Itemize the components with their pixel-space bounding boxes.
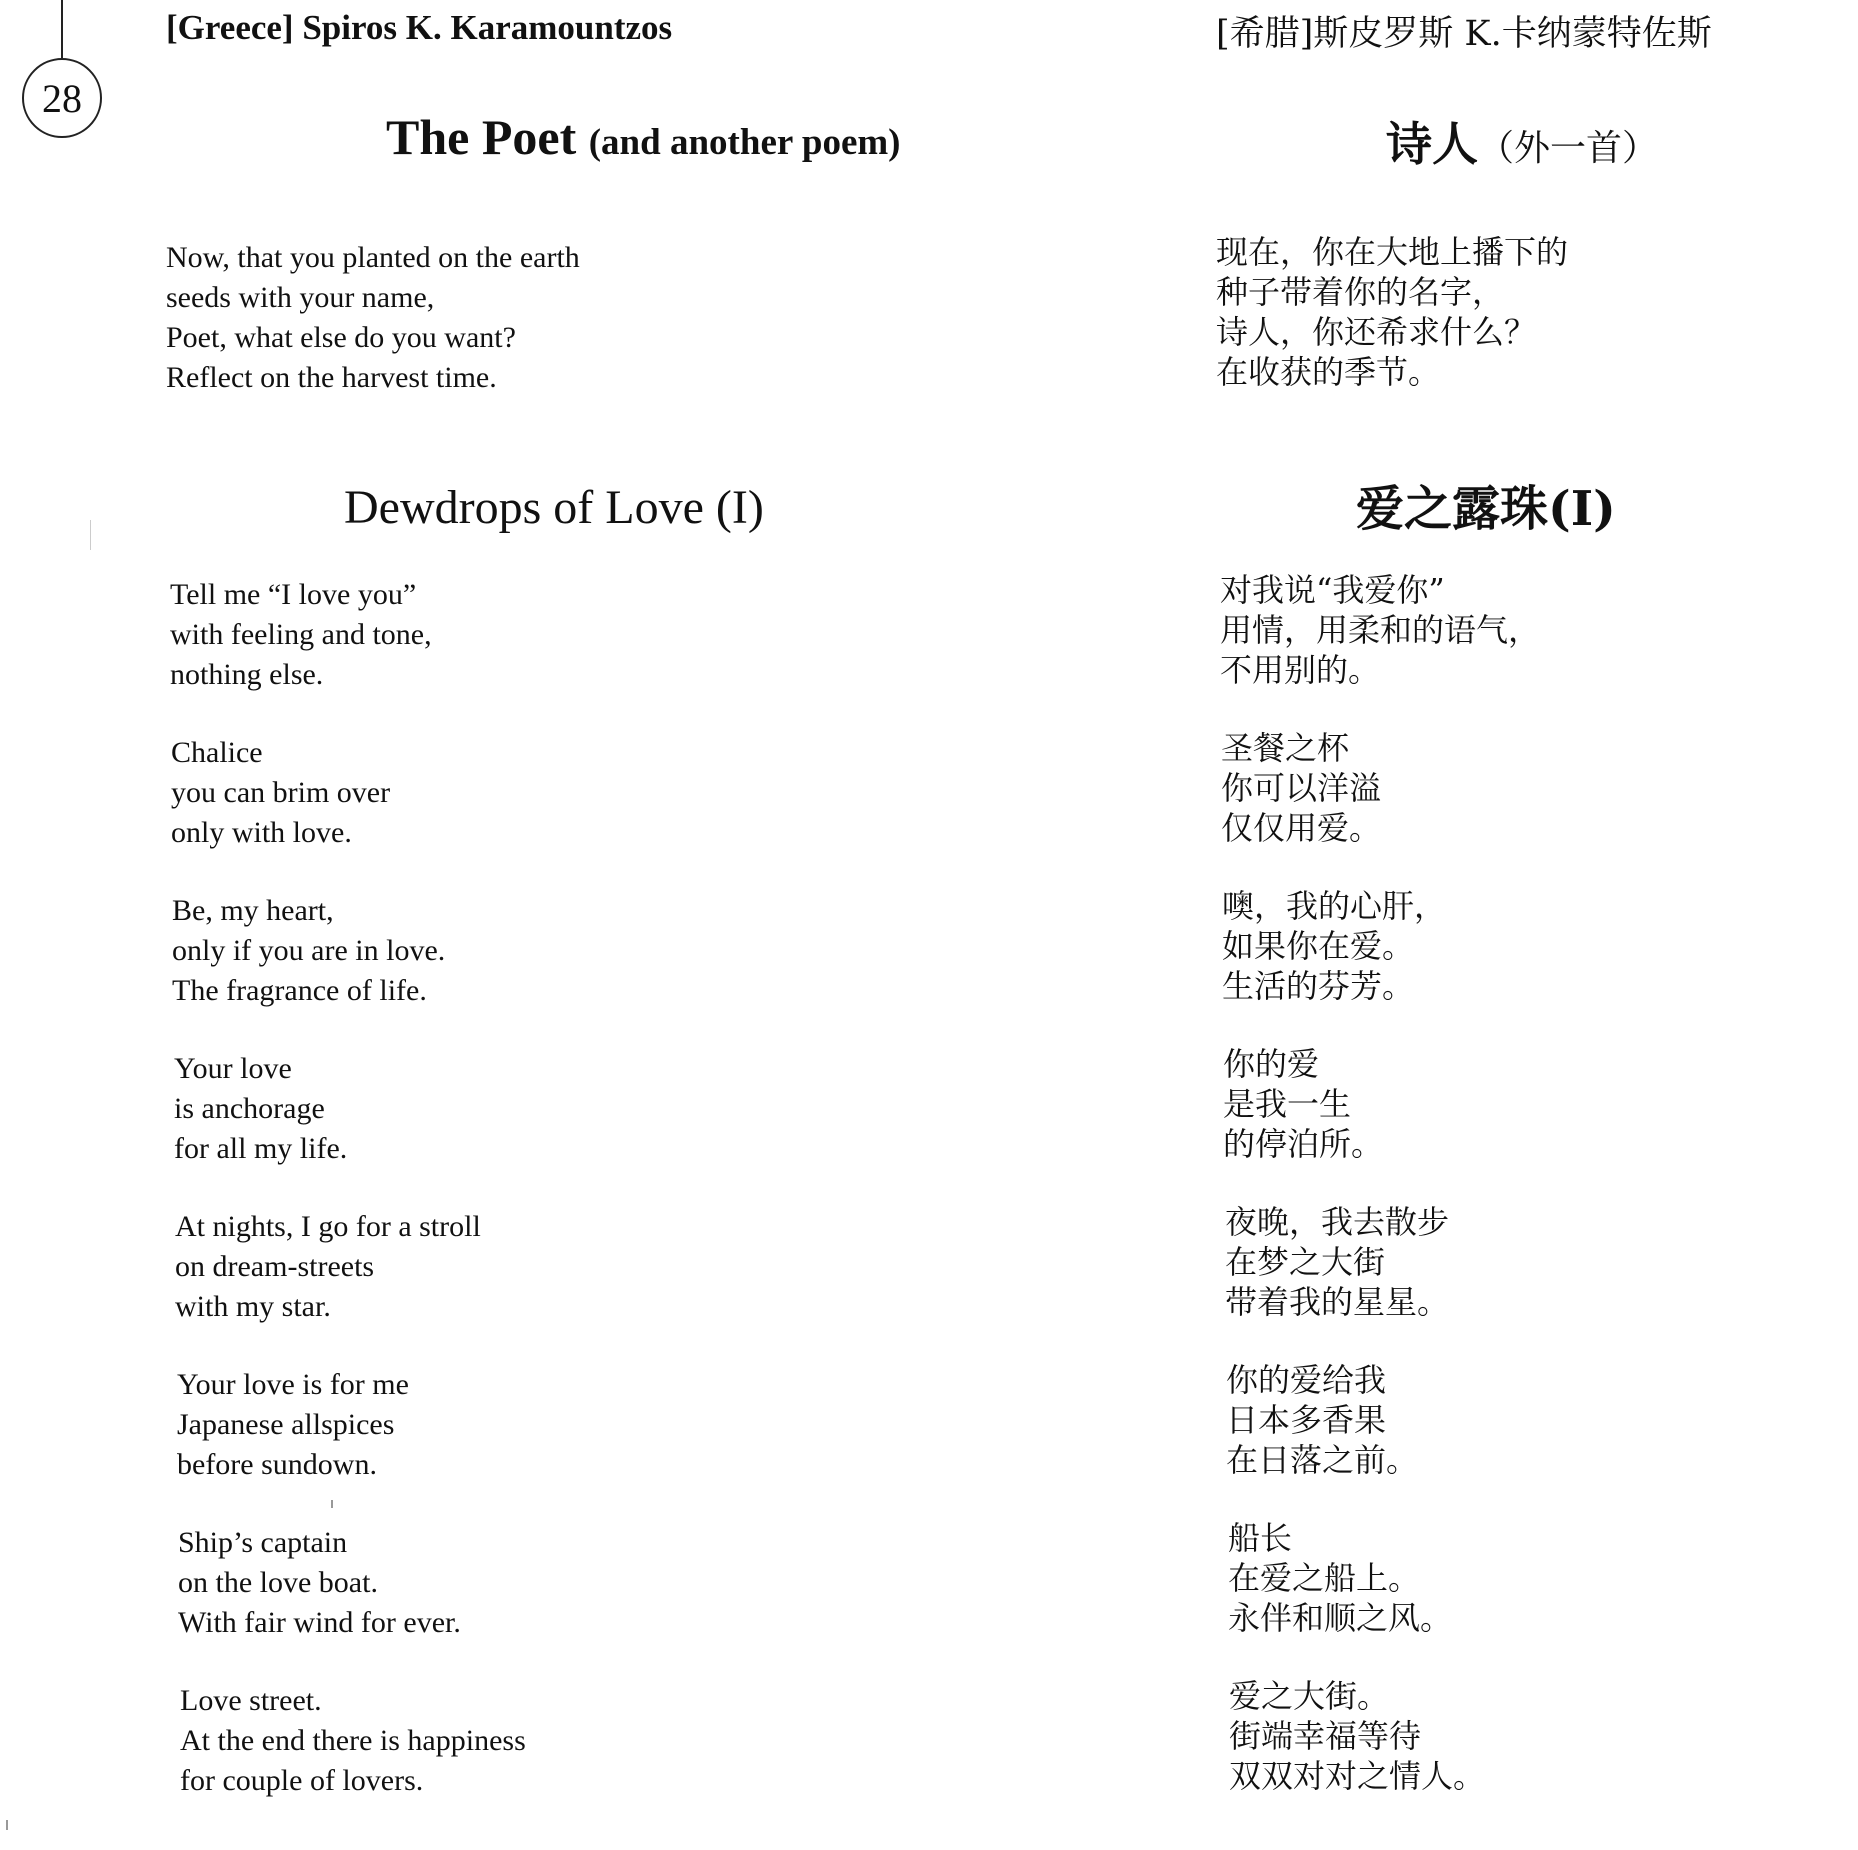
poem-line: 你的爱: [1223, 1045, 1320, 1083]
poem-line: 是我一生: [1223, 1085, 1352, 1123]
poem2-title-chinese: 爱之露珠(I): [1356, 481, 1616, 537]
scan-speck: [331, 1500, 333, 1508]
poem2-stanza-chinese: [1223, 1044, 1383, 1164]
poem-line: 双双对对之情人。: [1229, 1757, 1486, 1795]
poem-line: you can brim over: [171, 776, 391, 809]
poem-line: Love street.: [180, 1684, 322, 1717]
poem-line: 在日落之前。: [1226, 1441, 1419, 1479]
poem-line: 用情，用柔和的语气，: [1220, 611, 1541, 649]
poem-line: 永伴和顺之风。: [1228, 1599, 1453, 1637]
poem-line: only with love.: [171, 816, 352, 849]
poem-line: only if you are in love.: [172, 934, 446, 967]
poem-line: on the love boat.: [178, 1566, 378, 1599]
poem-line: with my star.: [175, 1290, 331, 1323]
poem-line: 带着我的星星。: [1225, 1283, 1450, 1321]
poem-line: 在梦之大街: [1225, 1243, 1386, 1281]
poem2-title-english: Dewdrops of Love (I): [344, 481, 764, 534]
poem-line: 种子带着你的名字，: [1216, 273, 1505, 311]
poem-line: With fair wind for ever.: [178, 1606, 461, 1639]
poem2-stanza-chinese: [1222, 886, 1446, 1006]
poem-line: is anchorage: [174, 1092, 325, 1125]
poem1-title-chinese: [1386, 108, 1658, 174]
scan-speck: [6, 1820, 8, 1830]
page-number: 28: [22, 58, 102, 138]
scan-speck: [90, 520, 91, 550]
poem-line: 圣餐之杯: [1221, 729, 1350, 767]
poem-line: 如果你在爱。: [1222, 927, 1415, 965]
poem-line: Your love: [174, 1052, 292, 1085]
poem-line: 噢，我的心肝，: [1222, 887, 1447, 925]
poem-line: with feeling and tone,: [170, 618, 432, 651]
poem2-stanza-english: [170, 575, 432, 695]
poem-line: Tell me “I love you”: [170, 578, 417, 611]
poem-line: Japanese allspices: [177, 1408, 395, 1441]
poem-line: At the end there is happiness: [180, 1724, 526, 1757]
poem1-title-zh-main: 诗人: [1386, 117, 1478, 171]
poem1-title-english: [386, 108, 901, 166]
poem-line: for couple of lovers.: [180, 1764, 424, 1797]
poem-line: Your love is for me: [177, 1368, 409, 1401]
poem-line: 现在，你在大地上播下的: [1216, 233, 1569, 271]
poem-line: 夜晚，我去散步: [1225, 1203, 1450, 1241]
author-chinese: [希腊]斯皮罗斯 K.卡纳蒙特佐斯: [1216, 14, 1712, 54]
poem2-stanza-chinese: [1220, 570, 1540, 690]
poem-line: nothing else.: [170, 658, 324, 691]
poem1-stanza-chinese: [1216, 232, 1568, 392]
poem-line: 在爱之船上。: [1228, 1559, 1421, 1597]
poem2-stanza-english: [174, 1049, 347, 1169]
poem-line: seeds with your name,: [166, 281, 435, 314]
marker-line: [61, 0, 63, 58]
poem-line: 的停泊所。: [1223, 1125, 1384, 1163]
poem-line: 你的爱给我: [1226, 1361, 1387, 1399]
poem-line: The fragrance of life.: [172, 974, 427, 1007]
poem2-stanza-english: [177, 1365, 409, 1485]
poem-line: 生活的芬芳。: [1222, 967, 1415, 1005]
poem-line: 不用别的。: [1220, 651, 1381, 689]
poem-line: 对我说“我爱你”: [1220, 571, 1445, 609]
poem2-stanza-english: [180, 1681, 526, 1801]
poem-line: Poet, what else do you want?: [166, 321, 516, 354]
poem-line: Now, that you planted on the earth: [166, 241, 580, 274]
poem2-stanza-chinese: [1226, 1360, 1418, 1480]
poem-line: 爱之大街。: [1229, 1677, 1390, 1715]
poem-line: At nights, I go for a stroll: [175, 1210, 481, 1243]
poem-line: 诗人，你还希求什么？: [1216, 313, 1537, 351]
poem-line: Ship’s captain: [178, 1526, 348, 1559]
page-number-marker: [22, 0, 122, 140]
poem-line: 你可以洋溢: [1221, 769, 1382, 807]
poem-line: 仅仅用爱。: [1221, 809, 1382, 847]
poem2-stanza-english: [178, 1523, 461, 1643]
poem2-stanza-english: [175, 1207, 481, 1327]
poem2-stanza-english: [172, 891, 445, 1011]
poem-line: 街端幸福等待: [1229, 1717, 1422, 1755]
poem1-title-zh-subtitle: （外一首）: [1478, 128, 1659, 169]
poem-line: 日本多香果: [1226, 1401, 1387, 1439]
poem-line: before sundown.: [177, 1448, 377, 1481]
poem-line: Chalice: [171, 736, 263, 769]
poem1-stanza-english: [166, 238, 580, 398]
poem2-stanza-chinese: [1228, 1518, 1452, 1638]
poem2-stanza-chinese: [1229, 1676, 1485, 1796]
author-english: [Greece] Spiros K. Karamountzos: [166, 8, 673, 47]
poem-line: for all my life.: [174, 1132, 348, 1165]
poem1-title-subtitle: (and another poem): [588, 122, 901, 163]
poem2-stanza-chinese: [1221, 728, 1381, 848]
poem1-title-main: The Poet: [386, 109, 577, 165]
poem-line: on dream-streets: [175, 1250, 375, 1283]
poem2-stanza-chinese: [1225, 1202, 1449, 1322]
poem2-stanza-english: [171, 733, 390, 853]
poem-line: 船长: [1228, 1519, 1293, 1557]
poem-line: 在收获的季节。: [1216, 353, 1441, 391]
poem-line: Reflect on the harvest time.: [166, 361, 497, 394]
poem-line: Be, my heart,: [172, 894, 334, 927]
